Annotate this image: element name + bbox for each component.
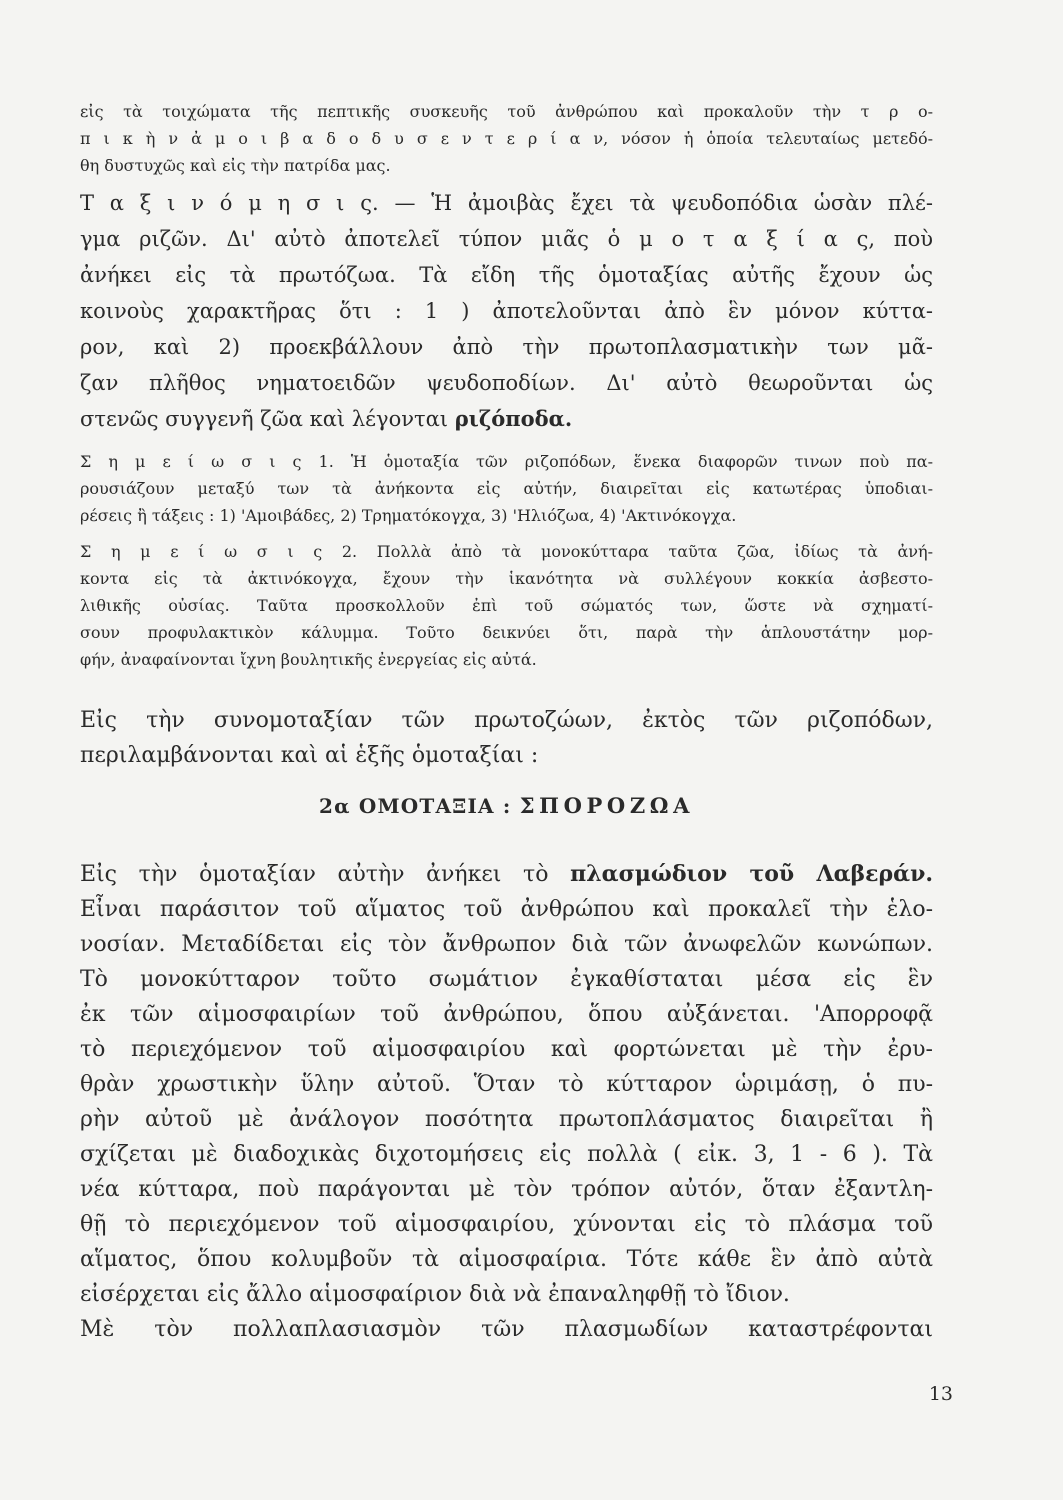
text-line: Εἶναι παράσιτον τοῦ αἵματος τοῦ ἀνθρώπου καὶ προκαλεῖ τὴν ἑλο- xyxy=(80,897,933,922)
text-line: ζαν πλῆθος νηματοειδῶν ψευδοποδίων. Δι' αὐτὸ θεωροῦνται ὡς xyxy=(80,371,933,395)
text-line: Τ α ξ ι ν ό μ η σ ι ς. — Ἡ ἀμοιβὰς ἔχει τὰ ψευδοπόδια ὡσὰν πλέ- xyxy=(80,191,933,215)
term-plasmodium: πλασμώδιον τοῦ Λαβεράν. xyxy=(570,861,933,887)
text-line: περιλαμβάνονται καὶ αἱ ἑξῆς ὁμοταξίαι : xyxy=(80,743,539,768)
text-line: γμα ριζῶν. Δι' αὐτὸ ἀποτελεῖ τύπον μιᾶς ὁ μ ο τ α ξ ί α ς, ποὺ xyxy=(80,227,933,251)
phylum-paragraph xyxy=(80,703,933,773)
text-line: σουν προφυλακτικὸν κάλυμμα. Τοῦτο δεικνύει ὅτι, παρὰ τὴν ἁπλουστάτην μορ- xyxy=(80,623,933,642)
text-line: τὸ περιεχόμενον τοῦ αἱμοσφαιρίου καὶ φορτώνεται μὲ τὴν ἐρυ- xyxy=(80,1037,933,1062)
sporozoa-paragraph xyxy=(80,857,933,1347)
text-line: Τὸ μονοκύτταρον τοῦτο σωμάτιον ἐγκαθίσταται μέσα εἰς ἓν xyxy=(80,967,933,992)
text-line: Εἰς τὴν συνομοταξίαν τῶν πρωτοζώων, ἐκτὸς τῶν ριζοπόδων, xyxy=(80,708,933,733)
text-line: Σ η μ ε ί ω σ ι ς 1. Ἡ ὁμοταξία τῶν ριζοπόδων, ἕνεκα διαφορῶν τινων ποὺ πα- xyxy=(80,452,933,471)
text-line: ρον, καὶ 2) προεκβάλλουν ἀπὸ τὴν πρωτοπλασματικὴν των μᾶ- xyxy=(80,335,933,359)
term-rizopoda: ριζόποδα. xyxy=(454,406,573,431)
classification-paragraph xyxy=(80,185,933,437)
text-line: εἰσέρχεται εἰς ἄλλο αἱμοσφαίριον διὰ νὰ ἐπαναληφθῇ τὸ ἴδιον. xyxy=(80,1282,790,1307)
text-line: ρέσεις ἢ τάξεις : 1) 'Αμοιβάδες, 2) Τρηματόκογχα, 3) 'Ηλιόζωα, 4) 'Ακτινόκογχα. xyxy=(80,506,737,525)
text-line: κοντα εἰς τὰ ἀκτινόκογχα, ἔχουν τὴν ἱκανότητα νὰ συλλέγουν κοκκία ἀσβεστο- xyxy=(80,569,933,588)
page-number: 13 xyxy=(928,1383,953,1405)
text-fragment: στενῶς συγγενῆ ζῶα καὶ λέγονται xyxy=(80,407,455,431)
intro-paragraph xyxy=(80,98,933,179)
text-line: ρὴν αὐτοῦ μὲ ἀνάλογον ποσότητα πρωτοπλάσματος διαιρεῖται ἢ xyxy=(80,1107,933,1132)
text-line: νέα κύτταρα, ποὺ παράγονται μὲ τὸν τρόπον αὐτόν, ὅταν ἐξαντλη- xyxy=(80,1177,933,1202)
note-1 xyxy=(80,448,933,529)
text-line: π ι κ ὴ ν ἀ μ ο ι β α δ ο δ υ σ ε ν τ ε ρ ί α ν, νόσον ἡ ὁποία τελευταίως μετεδό- xyxy=(80,129,933,148)
text-line: θῇ τὸ περιεχόμενον τοῦ αἱμοσφαιρίου, χύνονται εἰς τὸ πλάσμα τοῦ xyxy=(80,1212,933,1237)
heading-title: ΣΠΟΡΟΖΩΑ xyxy=(519,793,695,818)
text-line: σχίζεται μὲ διαδοχικὰς διχοτομήσεις εἰς πολλὰ ( εἰκ. 3, 1 - 6 ). Τὰ xyxy=(80,1142,933,1167)
text-line: φήν, ἀναφαίνονται ἴχνη βουλητικῆς ἐνεργείας εἰς αὐτά. xyxy=(80,650,537,669)
text-fragment: Εἰς τὴν ὁμοταξίαν αὐτὴν ἀνήκει τὸ xyxy=(80,862,571,887)
text-line: ἐκ τῶν αἱμοσφαιρίων τοῦ ἀνθρώπου, ὅπου αὐξάνεται. 'Απορροφᾷ xyxy=(80,1002,933,1027)
text-line: αἵματος, ὅπου κολυμβοῦν τὰ αἱμοσφαίρια. Τότε κάθε ἓν ἀπὸ αὐτὰ xyxy=(80,1247,933,1272)
text-line xyxy=(80,401,933,437)
section-heading xyxy=(80,793,933,818)
text-line: εἰς τὰ τοιχώματα τῆς πεπτικῆς συσκευῆς τοῦ ἀνθρώπου καὶ προκαλοῦν τὴν τ ρ ο- xyxy=(80,102,933,121)
heading-prefix: 2α ΟΜΟΤΑΞΙΑ : xyxy=(318,794,512,818)
text-line: ρουσιάζουν μεταξύ των τὰ ἀνήκοντα εἰς αὐτήν, διαιρεῖται εἰς κατωτέρας ὑποδιαι- xyxy=(80,479,933,498)
text-line: θη δυστυχῶς καὶ εἰς τὴν πατρίδα μας. xyxy=(80,156,391,175)
text-line: νοσίαν. Μεταδίδεται εἰς τὸν ἄνθρωπον διὰ τῶν ἀνωφελῶν κωνώπων. xyxy=(80,932,933,957)
text-line: Μὲ τὸν πολλαπλασιασμὸν τῶν πλασμωδίων καταστρέφονται xyxy=(80,1317,933,1342)
text-line: ἀνήκει εἰς τὰ πρωτόζωα. Τὰ εἴδη τῆς ὁμοταξίας αὐτῆς ἔχουν ὡς xyxy=(80,263,933,287)
note-2 xyxy=(80,538,933,673)
text-line: θρὰν χρωστικὴν ὕλην αὐτοῦ. Ὅταν τὸ κύτταρον ὡριμάσῃ, ὁ πυ- xyxy=(80,1072,933,1097)
text-line xyxy=(80,857,933,892)
text-line: Σ η μ ε ί ω σ ι ς 2. Πολλὰ ἀπὸ τὰ μονοκύτταρα ταῦτα ζῶα, ἰδίως τὰ ἀνή- xyxy=(80,542,933,561)
text-line: κοινοὺς χαρακτῆρας ὅτι : 1 ) ἀποτελοῦνται ἀπὸ ἓν μόνον κύττα- xyxy=(80,299,933,323)
text-line: λιθικῆς οὐσίας. Ταῦτα προσκολλοῦν ἐπὶ τοῦ σώματός των, ὥστε νὰ σχηματί- xyxy=(80,596,933,615)
